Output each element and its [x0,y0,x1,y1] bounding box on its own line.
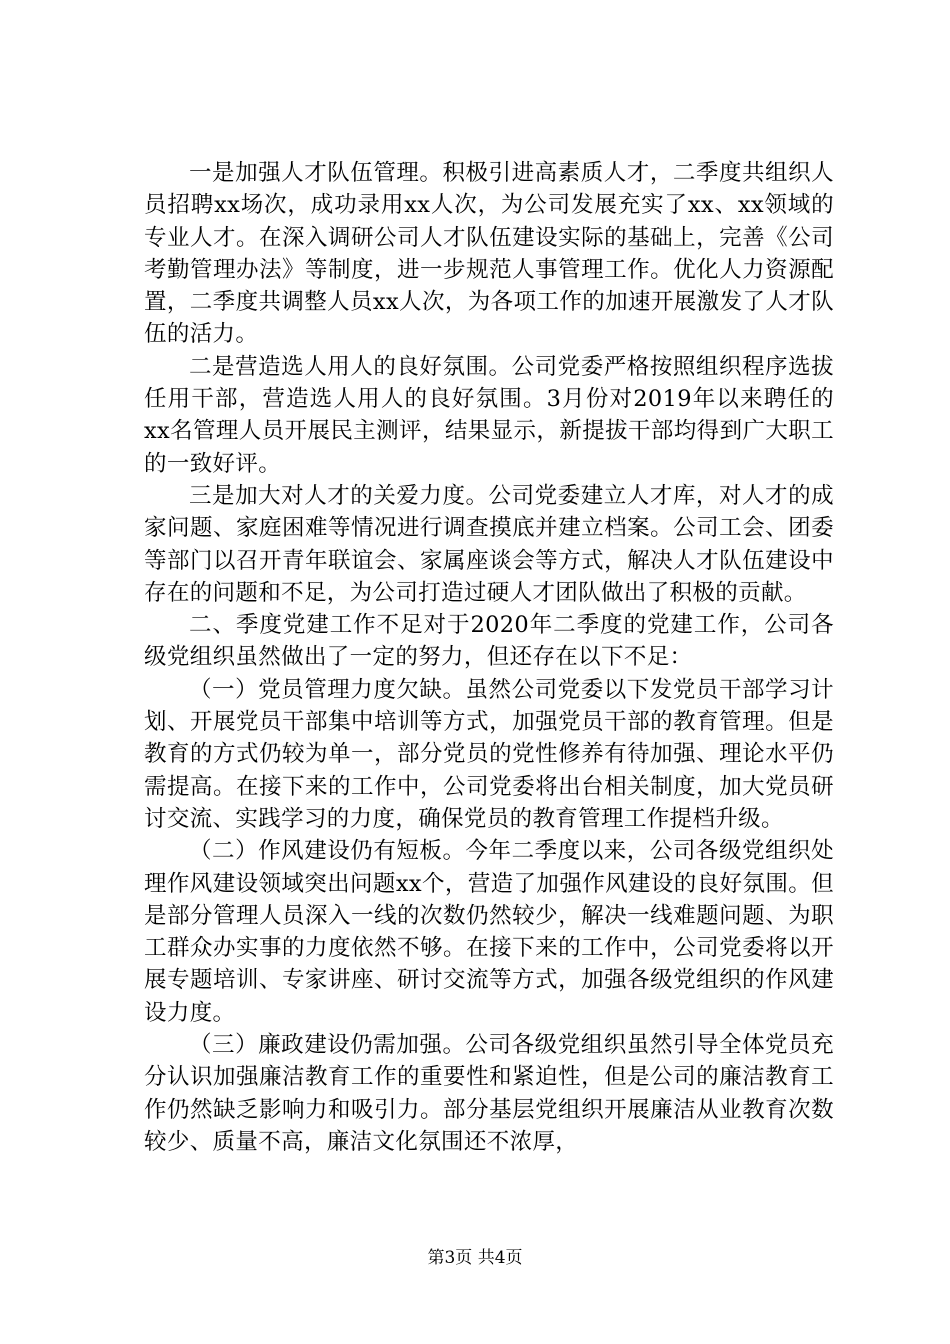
paragraph-selection-atmosphere: 二是营造选人用人的良好氛围。公司党委严格按照组织程序选拔任用干部，营造选人用人的良好氛围。3月份对2019年以来聘任的xx名管理人员开展民主测评，结果显示，新提拔干部均得到广大职工的一致好评。 [144,353,834,477]
paragraph-member-management: （一）党员管理力度欠缺。虽然公司党委以下发党员干部学习计划、开展党员干部集中培训等方式，加强党员干部的教育管理。但是教育的方式仍较为单一，部分党员的党性修养有待加强、理论水平仍需提高。在接下来的工作中，公司党委将出台相关制度，加大党员研讨交流、实践学习的力度，确保党员的教育管理工作提档升级。 [144,676,834,832]
page-number-footer: 第3页 共4页 [427,1248,523,1268]
paragraph-work-style: （二）作风建设仍有短板。今年二季度以来，公司各级党组织处理作风建设领域突出问题xx个，营造了加强作风建设的良好氛围。但是部分管理人员深入一线的次数仍然较少，解决一线难题问题、为职工群众办实事的力度依然不够。在接下来的工作中，公司党委将以开展专题培训、专家讲座、研讨交流等方式，加强各级党组织的作风建设力度。 [144,838,834,1026]
paragraph-integrity: （三）廉政建设仍需加强。公司各级党组织虽然引导全体党员充分认识加强廉洁教育工作的重要性和紧迫性，但是公司的廉洁教育工作仍然缺乏影响力和吸引力。部分基层党组织开展廉洁从业教育次数较少、质量不高，廉洁文化氛围还不浓厚， [144,1032,834,1155]
paragraph-talent-management: 一是加强人才队伍管理。积极引进高素质人才，二季度共组织人员招聘xx场次，成功录用xx人次，为公司发展充实了xx、xx领域的专业人才。在深入调研公司人才队伍建设实际的基础上，完善《公司考勤管理办法》等制度，进一步规范人事管理工作。优化人力资源配置，二季度共调整人员xx人次，为各项工作的加速开展激发了人才队伍的活力。 [144,160,834,348]
paragraph-talent-care: 三是加大对人才的关爱力度。公司党委建立人才库，对人才的成家问题、家庭困难等情况进行调查摸底并建立档案。公司工会、团委等部门以召开青年联谊会、家属座谈会等方式，解决人才队伍建设中存在的问题和不足，为公司打造过硬人才团队做出了积极的贡献。 [144,482,834,606]
paragraph-shortcomings-intro: 二、季度党建工作不足对于2020年二季度的党建工作，公司各级党组织虽然做出了一定的努力，但还存在以下不足： [144,612,834,671]
document-body [144,157,834,1158]
